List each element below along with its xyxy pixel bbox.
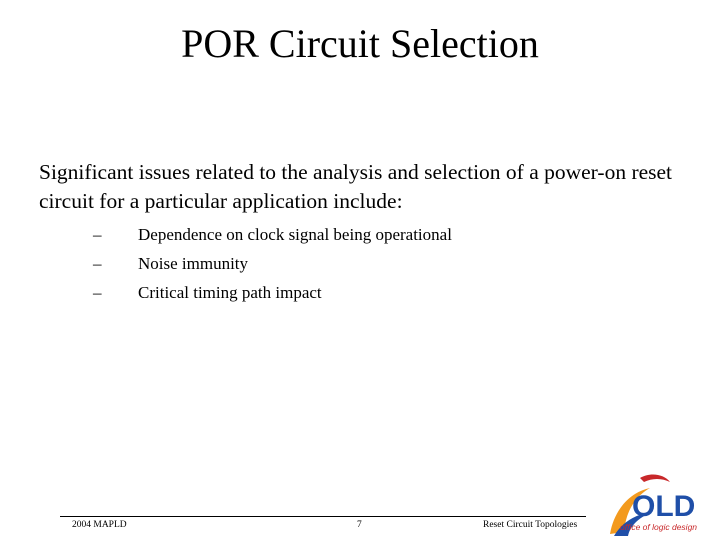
intro-paragraph: Significant issues related to the analysis and selection of a power-on reset circuit for a particular application include:	[39, 160, 673, 213]
footer-topic: Reset Circuit Topologies	[483, 520, 578, 530]
list-item-text: Critical timing path impact	[138, 283, 322, 302]
logo-tagline: office of logic design	[620, 522, 698, 532]
list-item	[0, 220, 720, 249]
footer-page-number: 7	[357, 520, 362, 530]
office-of-logic-design-logo	[606, 472, 718, 538]
logo-wordmark: OLD	[632, 490, 696, 523]
dash-bullet: –	[93, 225, 102, 244]
slide-title: POR Circuit Selection	[181, 21, 539, 66]
footer-conference: 2004 MAPLD	[72, 520, 127, 530]
issue-list	[0, 220, 720, 307]
logo-swoosh-red	[640, 475, 670, 482]
dash-bullet: –	[93, 254, 102, 273]
list-item	[0, 278, 720, 307]
footer-divider	[60, 516, 586, 517]
dash-bullet: –	[93, 283, 102, 302]
list-item-text: Noise immunity	[138, 254, 249, 273]
list-item-text: Dependence on clock signal being operational	[138, 225, 452, 244]
list-item	[0, 249, 720, 278]
